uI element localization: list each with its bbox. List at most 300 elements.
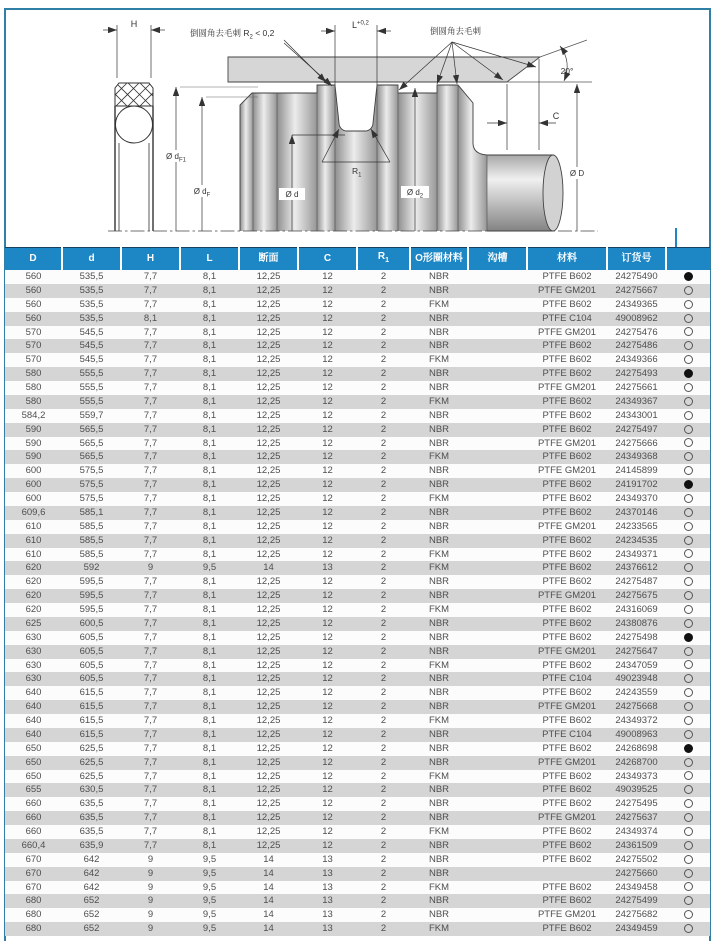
- cell: PTFE B602: [542, 853, 592, 865]
- cell: 24380876: [615, 617, 658, 629]
- cell: 12: [322, 368, 333, 380]
- cell: 8,1: [202, 742, 217, 754]
- cell: 560: [25, 298, 42, 310]
- availability-cell: [666, 284, 710, 298]
- cell: 8,1: [143, 312, 158, 324]
- cell: 9,5: [202, 895, 217, 907]
- cell: 14: [263, 853, 274, 865]
- cell: [468, 853, 527, 867]
- cell: 680: [25, 895, 42, 907]
- empty-dot-icon: [684, 882, 693, 891]
- cell: 14: [263, 909, 274, 921]
- empty-dot-icon: [684, 799, 693, 808]
- cell: 575,5: [79, 479, 104, 491]
- cell: 24370146: [615, 506, 658, 518]
- empty-dot-icon: [684, 785, 693, 794]
- cell: NBR: [428, 756, 450, 768]
- cell: 650: [25, 770, 42, 782]
- table-row: [5, 908, 710, 922]
- availability-cell: [666, 381, 710, 395]
- cell: 2: [380, 687, 387, 699]
- empty-dot-icon: [684, 425, 693, 434]
- empty-dot-icon: [684, 314, 693, 323]
- cell: 12,25: [256, 437, 281, 449]
- availability-cell: [666, 603, 710, 617]
- availability-cell: [666, 783, 710, 797]
- cell: 570: [25, 340, 42, 352]
- cell: 12: [322, 645, 333, 657]
- cell: 24275487: [615, 576, 658, 588]
- cell: 7,7: [143, 298, 158, 310]
- cell: 650: [25, 742, 42, 754]
- availability-cell: [666, 478, 710, 492]
- cell: 12: [322, 451, 333, 463]
- cell: [468, 478, 527, 492]
- cell: 545,5: [79, 340, 104, 352]
- cell: 14: [263, 867, 274, 879]
- cell: 7,7: [143, 395, 158, 407]
- cell: 2: [380, 659, 387, 671]
- cell: 8,1: [202, 271, 217, 282]
- cell: NBR: [428, 340, 450, 352]
- cell: 605,5: [79, 673, 104, 685]
- angle-label: 20°: [560, 66, 574, 76]
- cell: FKM: [428, 562, 450, 574]
- cell: 625,5: [79, 742, 104, 754]
- availability-cell: [666, 548, 710, 562]
- table-row: [5, 450, 710, 464]
- cell: 12,25: [256, 701, 281, 713]
- size-table-wrap: [5, 247, 710, 936]
- cell: PTFE B602: [542, 687, 592, 699]
- svg-text:Ø d2: Ø $d_2$: [406, 188, 424, 200]
- table-row: [5, 617, 710, 631]
- cell: 2: [380, 645, 387, 657]
- cell: 2: [380, 701, 387, 713]
- cell: FKM: [428, 770, 450, 782]
- availability-cell: [666, 631, 710, 645]
- availability-cell: [666, 853, 710, 867]
- cell: NBR: [428, 895, 450, 907]
- cell: 24275660: [615, 867, 658, 879]
- cell: PTFE B602: [542, 923, 592, 935]
- cell: 2: [380, 409, 387, 421]
- table-row: [5, 700, 710, 714]
- cell: 7,7: [143, 826, 158, 837]
- cell: PTFE B602: [542, 479, 592, 491]
- cell: 8,1: [202, 437, 217, 449]
- cell: 24275675: [615, 590, 658, 602]
- cell: PTFE B602: [542, 506, 592, 518]
- cell: 570: [25, 326, 42, 338]
- table-row: [5, 353, 710, 367]
- cell: PTFE B602: [542, 784, 592, 796]
- cell: [468, 520, 527, 534]
- cell: 24275486: [615, 340, 658, 352]
- empty-dot-icon: [684, 674, 693, 683]
- cell: 7,7: [143, 798, 158, 810]
- cell: 12: [322, 382, 333, 393]
- cell: 592: [83, 562, 100, 574]
- cell: 9,5: [202, 923, 217, 935]
- cell: 8,1: [202, 673, 217, 685]
- svg-text:Ø D: Ø D: [569, 169, 585, 178]
- cell: PTFE GM201: [537, 645, 597, 657]
- cell: 12: [322, 395, 333, 407]
- cell: PTFE GM201: [537, 520, 597, 532]
- dimension-h: [103, 25, 165, 78]
- table-row: [5, 631, 710, 645]
- cell: [468, 312, 527, 326]
- cell: 652: [83, 895, 100, 907]
- cell: 8,1: [202, 548, 217, 560]
- cell: 12: [322, 631, 333, 643]
- cell: FKM: [428, 715, 450, 726]
- table-row: [5, 423, 710, 437]
- cell: 580: [25, 368, 42, 380]
- cell: 535,5: [79, 312, 104, 324]
- cell: 12: [322, 326, 333, 338]
- cell: 12: [322, 617, 333, 629]
- cell: 24275502: [615, 853, 658, 865]
- availability-cell: [666, 339, 710, 353]
- availability-cell: [666, 714, 710, 728]
- empty-dot-icon: [684, 411, 693, 420]
- cell: NBR: [428, 409, 450, 421]
- cell: 12: [322, 812, 333, 824]
- table-row: [5, 714, 710, 728]
- r1-label: $R_1$: [352, 166, 362, 179]
- availability-cell: [666, 881, 710, 895]
- cell: PTFE B602: [542, 368, 592, 380]
- table-row: [5, 742, 710, 756]
- cell: 615,5: [79, 715, 104, 726]
- cell: 24268700: [615, 756, 658, 768]
- cell: 24349374: [615, 826, 658, 837]
- empty-dot-icon: [684, 577, 693, 586]
- cell: 560: [25, 271, 42, 282]
- cell: 2: [380, 548, 387, 560]
- cell: 560: [25, 284, 42, 296]
- table-row: [5, 339, 710, 353]
- cell: 2: [380, 728, 387, 740]
- cell: 7,7: [143, 728, 158, 740]
- cell: 635,5: [79, 812, 104, 824]
- cell: 12,25: [256, 271, 281, 282]
- cell: [468, 589, 527, 603]
- cell: FKM: [428, 451, 450, 463]
- cell: [468, 575, 527, 589]
- cell: 655: [25, 784, 42, 796]
- cell: [468, 672, 527, 686]
- cell: 7,7: [143, 576, 158, 588]
- cell: 575,5: [79, 493, 104, 504]
- cell: PTFE B602: [542, 798, 592, 810]
- empty-dot-icon: [684, 855, 693, 864]
- cell: 680: [25, 909, 42, 921]
- cell: 12,25: [256, 423, 281, 435]
- cell: 24349458: [615, 881, 658, 893]
- empty-dot-icon: [684, 300, 693, 309]
- cell: 590: [25, 423, 42, 435]
- cell: 8,1: [202, 326, 217, 338]
- cell: 8,1: [202, 479, 217, 491]
- cell: 2: [380, 617, 387, 629]
- availability-cell: [666, 700, 710, 714]
- housing: [228, 40, 592, 82]
- cell: PTFE GM201: [537, 590, 597, 602]
- cell: 2: [380, 520, 387, 532]
- cell: 24234535: [615, 534, 658, 546]
- dimension-dD: [563, 84, 591, 231]
- cell: 12,25: [256, 839, 281, 851]
- cell: 8,1: [202, 770, 217, 782]
- cell: 7,7: [143, 784, 158, 796]
- cell: 12,25: [256, 742, 281, 754]
- cell: 660: [25, 812, 42, 824]
- cell: 8,1: [202, 715, 217, 726]
- cell: 14: [263, 562, 274, 574]
- cell: 680: [25, 923, 42, 935]
- cell: 7,7: [143, 437, 158, 449]
- cell: 660: [25, 826, 42, 837]
- cell: PTFE B602: [542, 271, 592, 282]
- cell: 12: [322, 715, 333, 726]
- table-body: [5, 270, 710, 936]
- cell: 12: [322, 839, 333, 851]
- column-header-0: D: [5, 248, 62, 271]
- cell: 24275495: [615, 798, 658, 810]
- cell: 652: [83, 909, 100, 921]
- cell: 12,25: [256, 784, 281, 796]
- availability-cell: [666, 353, 710, 367]
- cell: [468, 881, 527, 895]
- filled-dot-icon: [684, 744, 693, 753]
- cell: 625,5: [79, 756, 104, 768]
- cell: 8,1: [202, 784, 217, 796]
- cell: 545,5: [79, 326, 104, 338]
- cell: NBR: [428, 728, 450, 740]
- cell: 630: [25, 659, 42, 671]
- empty-dot-icon: [684, 619, 693, 628]
- cell: 7,7: [143, 520, 158, 532]
- cell: 24275667: [615, 284, 658, 296]
- cell: 12: [322, 798, 333, 810]
- table-row: [5, 659, 710, 673]
- table-row: [5, 492, 710, 506]
- cell: 12: [322, 284, 333, 296]
- cell: 12,25: [256, 326, 281, 338]
- cell: 24349459: [615, 923, 658, 935]
- cell: PTFE B602: [542, 534, 592, 546]
- table-row: [5, 770, 710, 784]
- cell: 9: [147, 881, 154, 893]
- cell: 49039525: [615, 784, 658, 796]
- cell: 8,1: [202, 368, 217, 380]
- availability-cell: [666, 534, 710, 548]
- cell: 635,9: [79, 839, 104, 851]
- availability-cell: [666, 367, 710, 381]
- cell: PTFE B602: [542, 659, 592, 671]
- empty-dot-icon: [684, 910, 693, 919]
- cell: [468, 714, 527, 728]
- cell: 9,5: [202, 853, 217, 865]
- cell: NBR: [428, 784, 450, 796]
- availability-cell: [666, 298, 710, 312]
- cell: 12: [322, 465, 333, 477]
- table-row: [5, 478, 710, 492]
- availability-cell: [666, 395, 710, 409]
- cell: 652: [83, 923, 100, 935]
- cell: 2: [380, 909, 387, 921]
- table-row: [5, 645, 710, 659]
- cell: 12,25: [256, 687, 281, 699]
- cell: 605,5: [79, 645, 104, 657]
- cell: FKM: [428, 493, 450, 504]
- cell: FKM: [428, 395, 450, 407]
- availability-cell: [666, 589, 710, 603]
- availability-cell: [666, 520, 710, 534]
- table-row: [5, 589, 710, 603]
- cell: 670: [25, 867, 42, 879]
- empty-dot-icon: [684, 647, 693, 656]
- cell: 8,1: [202, 465, 217, 477]
- cell: 8,1: [202, 756, 217, 768]
- cell: 7,7: [143, 701, 158, 713]
- table-row: [5, 506, 710, 520]
- column-header-10: 订货号: [607, 248, 666, 271]
- cell: 12,25: [256, 395, 281, 407]
- cell: 2: [380, 312, 387, 324]
- cell: [468, 839, 527, 853]
- svg-text:Ø dF1: Ø $d_{F1}$: [166, 152, 186, 164]
- availability-cell: [666, 894, 710, 908]
- table-header: [5, 248, 710, 271]
- cell: 12,25: [256, 312, 281, 324]
- cell: 660,4: [21, 839, 46, 851]
- cell: 600: [25, 493, 42, 504]
- cell: [468, 742, 527, 756]
- cell: 620: [25, 576, 42, 588]
- availability-cell: [666, 492, 710, 506]
- cell: 570: [25, 354, 42, 366]
- availability-cell: [666, 659, 710, 673]
- cell: PTFE B602: [542, 395, 592, 407]
- cell: 7,7: [143, 756, 158, 768]
- cell: 7,7: [143, 368, 158, 380]
- empty-dot-icon: [684, 494, 693, 503]
- cell: PTFE B602: [542, 576, 592, 588]
- table-row: [5, 548, 710, 562]
- cell: PTFE GM201: [537, 812, 597, 824]
- cell: 610: [25, 520, 42, 532]
- cell: PTFE GM201: [537, 437, 597, 449]
- table-row: [5, 686, 710, 700]
- cell: PTFE B602: [542, 409, 592, 421]
- cell: 2: [380, 340, 387, 352]
- cell: [468, 783, 527, 797]
- cell: 49023948: [615, 673, 658, 685]
- table-row: [5, 561, 710, 575]
- empty-dot-icon: [684, 591, 693, 600]
- cell: 2: [380, 465, 387, 477]
- cell: FKM: [428, 826, 450, 837]
- cell: 12,25: [256, 826, 281, 837]
- empty-dot-icon: [684, 383, 693, 392]
- cell: 12,25: [256, 451, 281, 463]
- cell: 14: [263, 895, 274, 907]
- empty-dot-icon: [684, 771, 693, 780]
- cell: 615,5: [79, 728, 104, 740]
- cell: 12,25: [256, 770, 281, 782]
- cell: 7,7: [143, 548, 158, 560]
- technical-drawing: [0, 0, 714, 246]
- cell: 605,5: [79, 659, 104, 671]
- table-row: [5, 464, 710, 478]
- cell: 8,1: [202, 604, 217, 615]
- cell: 24275647: [615, 645, 658, 657]
- cell: NBR: [428, 382, 450, 393]
- cell: 635,5: [79, 798, 104, 810]
- cell: 7,7: [143, 604, 158, 615]
- cell: NBR: [428, 590, 450, 602]
- cell: 620: [25, 590, 42, 602]
- cell: 12,25: [256, 409, 281, 421]
- cell: 585,1: [79, 506, 104, 518]
- cell: NBR: [428, 520, 450, 532]
- filled-dot-icon: [684, 633, 693, 642]
- cell: PTFE B602: [542, 604, 592, 615]
- cell: 2: [380, 715, 387, 726]
- cell: NBR: [428, 853, 450, 865]
- cell: 585,5: [79, 548, 104, 560]
- empty-dot-icon: [684, 758, 693, 767]
- cell: [468, 659, 527, 673]
- table-row: [5, 381, 710, 395]
- cell: 12: [322, 271, 333, 282]
- cell: [468, 548, 527, 562]
- cell: 2: [380, 673, 387, 685]
- cell: 8,1: [202, 451, 217, 463]
- cell: 13: [322, 853, 333, 865]
- cell: [468, 561, 527, 575]
- cell: 7,7: [143, 687, 158, 699]
- cell: 12,25: [256, 493, 281, 504]
- cell: 580: [25, 382, 42, 393]
- cell: 24275498: [615, 631, 658, 643]
- cell: PTFE B602: [542, 895, 592, 907]
- cell: 7,7: [143, 673, 158, 685]
- table-row: [5, 867, 710, 881]
- cell: 12,25: [256, 659, 281, 671]
- cell: 615,5: [79, 687, 104, 699]
- availability-cell: [666, 326, 710, 340]
- cell: PTFE GM201: [537, 909, 597, 921]
- availability-cell: [666, 839, 710, 853]
- cell: 24191702: [615, 479, 658, 491]
- cell: FKM: [428, 604, 450, 615]
- cell: 615,5: [79, 701, 104, 713]
- cell: 24349365: [615, 298, 658, 310]
- cell: 12,25: [256, 284, 281, 296]
- cell: 555,5: [79, 395, 104, 407]
- cell: NBR: [428, 534, 450, 546]
- cell: 12,25: [256, 506, 281, 518]
- cell: 24343001: [615, 409, 658, 421]
- cell: 635,5: [79, 826, 104, 837]
- cell: 2: [380, 867, 387, 879]
- cell: 12,25: [256, 576, 281, 588]
